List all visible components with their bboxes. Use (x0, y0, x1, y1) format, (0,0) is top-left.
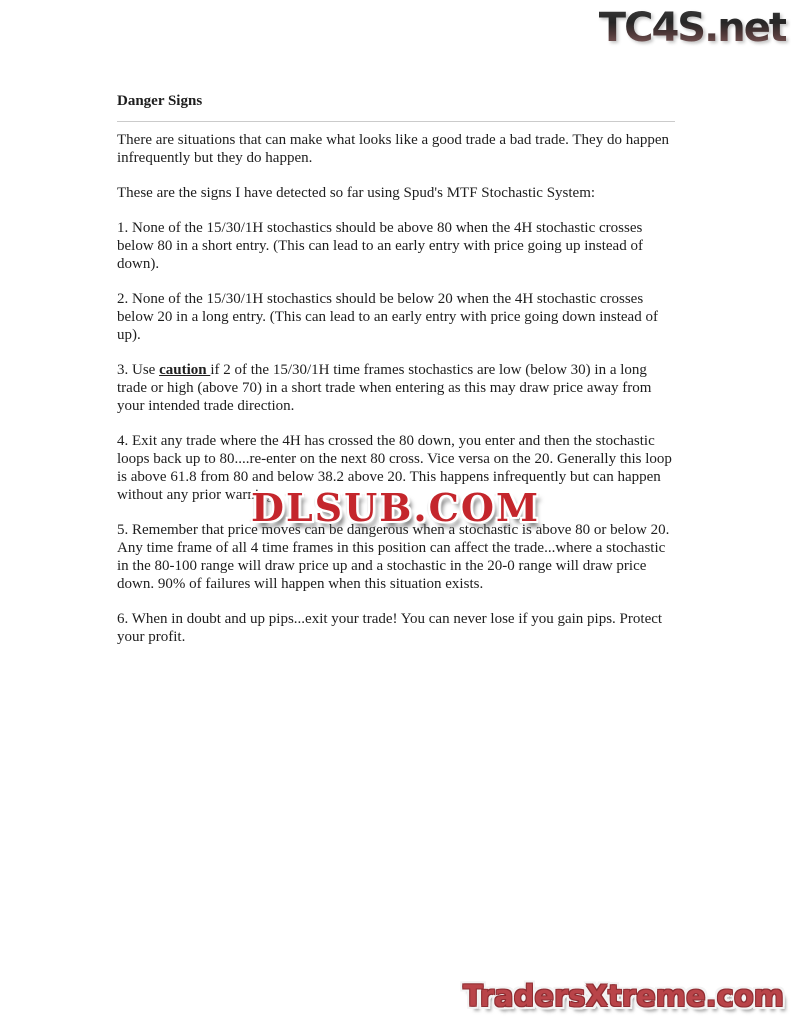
item3-rest: if 2 of the 15/30/1H time frames stochastics are low (below 30) in a long trade or high (above 70) in a short trade when entering as this may draw price away from your intended trade direction. (117, 362, 652, 414)
danger-sign-item-3 (117, 361, 675, 415)
paragraph-intro-1: There are situations that can make what looks like a good trade a bad trade. They do happen infrequently but they do happen. (117, 132, 670, 166)
danger-sign-item-2: 2. None of the 15/30/1H stochastics should be below 20 when the 4H stochastic crosses below 20 in a long entry. (This can lead to an early entry with price going down instead of up). (117, 291, 658, 343)
danger-sign-item-5: 5. Remember that price moves can be dangerous when a stochastic is above 80 or below 20. Any time frame of all 4 time frames in this position can affect the trade...where a stochastic in the 80-100 range will draw price up and a stochastic in the 20-0 range will draw price down. 90% of failures will happen when this situation exists. (117, 522, 670, 592)
heading-divider (117, 121, 675, 122)
tc4s-logo: TC4S.net (598, 5, 786, 51)
document-content (117, 92, 675, 646)
item3-prefix: 3. Use (117, 362, 160, 378)
danger-sign-item-6: 6. When in doubt and up pips...exit your trade! You can never lose if you gain pips. Protect your profit. (117, 611, 663, 645)
item3-caution-emphasis: caution (159, 362, 211, 378)
tradersxtreme-watermark: TradersXtreme.com (463, 979, 784, 1013)
danger-sign-item-1: 1. None of the 15/30/1H stochastics should be above 80 when the 4H stochastic crosses below 80 in a short entry. (This can lead to an early entry with price going up instead of down). (117, 220, 643, 272)
danger-sign-item-4: 4. Exit any trade where the 4H has crossed the 80 down, you enter and then the stochastic loops back up to 80....re-enter on the next 80 cross. Vice versa on the 20. Generally this loop is above 61.8 from 80 and below 38.2 above 20. This happens infrequently but can happen without any prior warning. (117, 433, 672, 503)
page-title: Danger Signs (117, 93, 203, 109)
dlsub-watermark: DLSUB.COM (250, 485, 541, 530)
paragraph-intro-2: These are the signs I have detected so far using Spud's MTF Stochastic System: (117, 185, 596, 201)
